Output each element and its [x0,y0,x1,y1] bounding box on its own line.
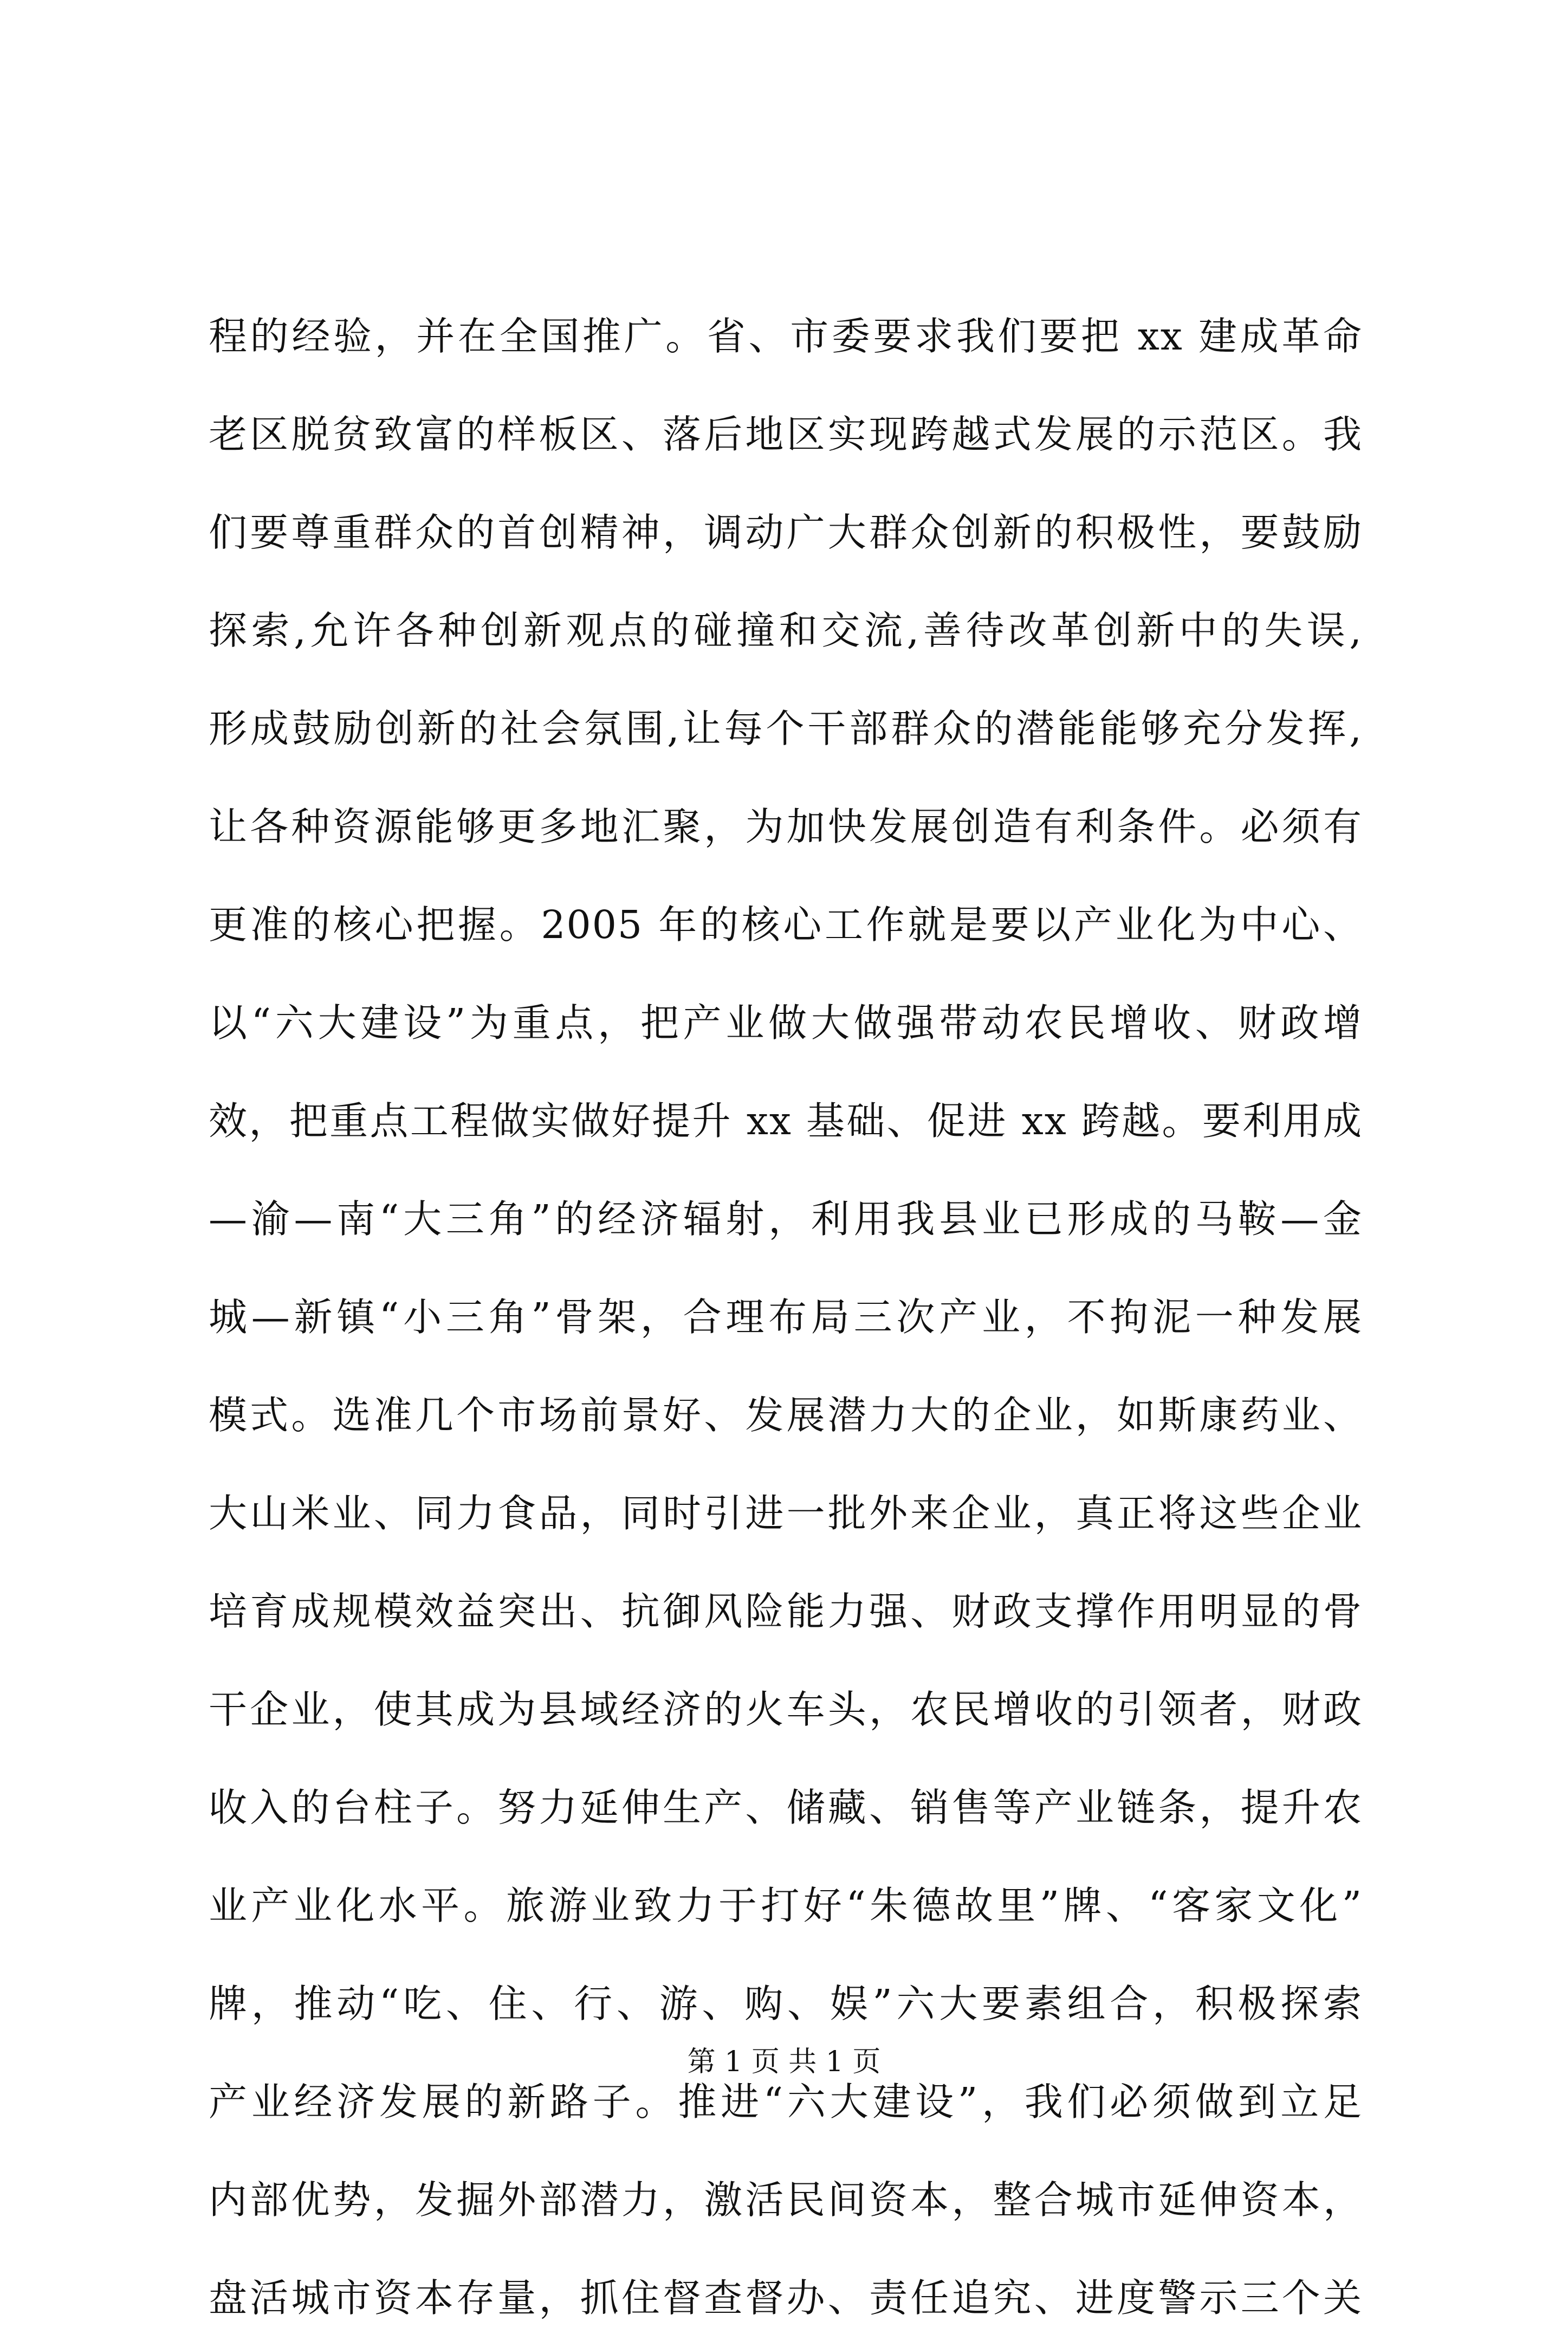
text-line: 收入的台柱子。努力延伸生产、储藏、销售等产业链条，提升农 [209,1785,1363,1830]
text-line: 形成鼓励创新的社会氛围,让每个干部群众的潜能能够充分发挥, [209,706,1363,751]
text-line: 牌，推动“吃、住、行、游、购、娱”六大要素组合，积极探索 [209,1981,1363,2026]
page-footer [0,2040,1568,2084]
text-line: 产业经济发展的新路子。推进“六大建设”，我们必须做到立足 [209,2079,1363,2124]
text-line: 以“六大建设”为重点，把产业做大做强带动农民增收、财政增 [209,1000,1363,1045]
text-line: 让各种资源能够更多地汇聚，为加快发展创造有利条件。必须有 [209,804,1363,849]
text-line: —渝—南“大三角”的经济辐射，利用我县业已形成的马鞍—金 [209,1197,1363,1242]
text-line: 内部优势，发掘外部潜力，激活民间资本，整合城市延伸资本， [209,2177,1363,2222]
text-line: 盘活城市资本存量，抓住督查督办、责任追究、进度警示三个关 [209,2275,1363,2320]
body-text [209,287,1363,2347]
text-line: 们要尊重群众的首创精神，调动广大群众创新的积极性，要鼓励 [209,510,1363,555]
text-line: 业产业化水平。旅游业致力于打好“朱德故里”牌、“客家文化” [209,1883,1363,1928]
text-line: 探索,允许各种创新观点的碰撞和交流,善待改革创新中的失误, [209,608,1363,653]
text-line: 培育成规模效益突出、抗御风险能力强、财政支撑作用明显的骨 [209,1589,1363,1634]
text-line: 更准的核心把握。2005 年的核心工作就是要以产业化为中心、 [209,902,1363,947]
text-line: 模式。选准几个市场前景好、发展潜力大的企业，如斯康药业、 [209,1393,1363,1438]
text-line: 程的经验，并在全国推广。省、市委要求我们要把 xx 建成革命 [209,314,1363,359]
page-number-label: 第 1 页 共 1 页 [687,2046,881,2078]
text-line: 效，把重点工程做实做好提升 xx 基础、促进 xx 跨越。要利用成 [209,1098,1363,1143]
text-line: 城—新镇“小三角”骨架，合理布局三次产业，不拘泥一种发展 [209,1295,1363,1340]
text-line: 老区脱贫致富的样板区、落后地区实现跨越式发展的示范区。我 [209,412,1363,457]
text-line: 大山米业、同力食品，同时引进一批外来企业，真正将这些企业 [209,1491,1363,1536]
text-line: 干企业，使其成为县域经济的火车头，农民增收的引领者，财政 [209,1687,1363,1732]
